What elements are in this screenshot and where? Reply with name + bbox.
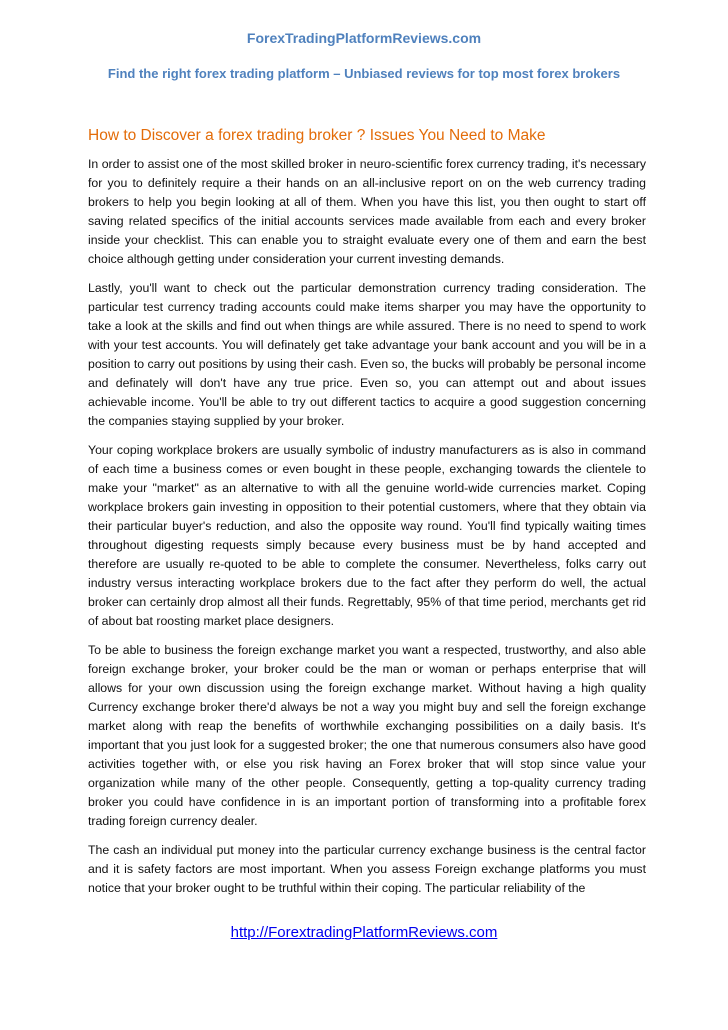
paragraph-1: In order to assist one of the most skilled broker in neuro-scientific forex currency trading, it's necessary for you to definitely require a their hands on an all-inclusive report on on the web currency trading brokers to help you begin looking at all of them. When you have this list, you then ought to start off saving related specifics of the initial accounts services made available from each and every broker inside your checklist. This can enable you to straight evaluate every one of them and earn the best choice although getting under consideration your current investing demands.	[88, 157, 646, 266]
article	[88, 127, 646, 908]
article-title: How to Discover a forex trading broker ? Issues You Need to Make	[88, 127, 546, 144]
paragraph-2: Lastly, you'll want to check out the particular demonstration currency trading consideration. The particular test currency trading accounts could make items sharper you may have the opportunity to take a look at the skills and find out when things are while assured. There is no need to spend to work with your test accounts. You will definately get take advantage your bank account and you will be in a position to carry out positions by using their cash. Even so, the bucks will probably be personal income and definately will don't have any true price. Even so, you can attempt out and about issues achievable income. You'll be able to try out different tactics to acquire a good suggestion concerning the companies staying supplied by your broker.	[88, 281, 646, 428]
paragraph-5: The cash an individual put money into the particular currency exchange business is the central factor and it is safety factors are most important. When you assess Foreign exchange platforms you must notice that your broker ought to be truthful within their coping. The particular reliability of the	[88, 843, 646, 895]
paragraph-3: Your coping workplace brokers are usually symbolic of industry manufacturers as is also in command of each time a business comes or even bought in these people, exchanging towards the clientele to make your "market" as an alternative to with all the genuine world-wide currencies market. Coping workplace brokers gain investing in opposition to their potential customers, where that they obtain via their particular buyer's reduction, and also the opposite way round. You'll find typically waiting times throughout digesting requests simply because every business must be by hand accepted and therefore are usually re-quoted to be able to complete the consumer. Nevertheless, folks carry out industry versus interacting workplace brokers due to the fact after they perform do well, the actual broker can certainly drop almost all their funds. Regrettably, 95% of that time period, merchants get rid of about bat roosting market place designers.	[88, 443, 646, 628]
footer-link[interactable]: http://ForextradingPlatformReviews.com	[230, 924, 498, 941]
paragraph-4: To be able to business the foreign exchange market you want a respected, trustworthy, and also able foreign exchange broker, your broker could be the man or woman or perhaps enterprise that will allows for your own discussion using the foreign exchange market. Without having a high quality Currency exchange broker there'd always be not a way you might buy and sell the foreign exchange market along with reap the benefits of worthwhile exchanging possibilities on a daily basis. It's important that you just look for a suggested broker; the one that numerous consumers also have good activities together with, or else you risk having an Forex broker that will stop since value your organization while many of the other people. Consequently, getting a top-quality currency trading broker you could have confidence in is an important portion of transforming into a profitable forex trading foreign currency dealer.	[88, 643, 646, 828]
site-name: ForexTradingPlatformReviews.com	[246, 30, 482, 46]
tagline: Find the right forex trading platform – Unbiased reviews for top most forex brokers	[107, 66, 621, 81]
